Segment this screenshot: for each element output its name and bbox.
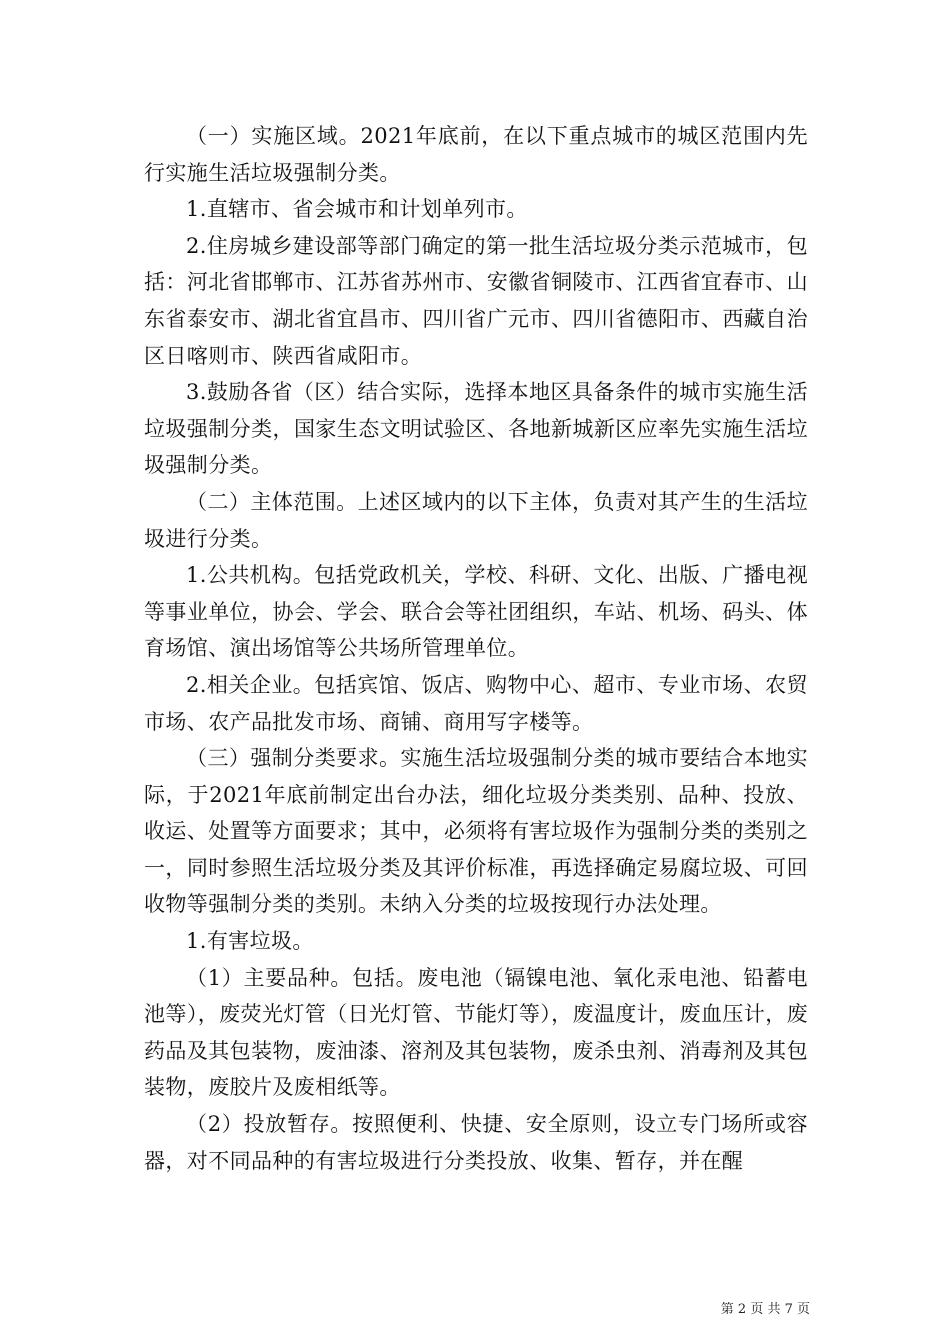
paragraph-item-2-1: 1.公共机构。包括党政机关，学校、科研、文化、出版、广播电视等事业单位，协会、学会、联合会等社团组织，车站、机场、码头、体育场馆、演出场馆等公共场所管理单位。: [144, 563, 808, 661]
document-body: [144, 118, 808, 1179]
paragraph-item-2-2: 2.相关企业。包括宾馆、饭店、购物中心、超市、专业市场、农贸市场、农产品批发市场、商铺、商用写字楼等。: [144, 672, 808, 734]
paragraph-item-3-1-2: （2）投放暂存。按照便利、快捷、安全原则，设立专门场所或容器，对不同品种的有害垃圾进行分类投放、收集、暂存，并在醒: [144, 1112, 808, 1173]
paragraph-item-3-1-1: （1）主要品种。包括。废电池（镉镍电池、氧化汞电池、铅蓄电池等），废荧光灯管（日光灯管、节能灯等），废温度计，废血压计，废药品及其包装物，废油漆、溶剂及其包装物，废杀虫剂、消毒剂及其包装物，废胶片及废相纸等。: [144, 965, 808, 1100]
paragraph-item-1-2: 2.住房城乡建设部等部门确定的第一批生活垃圾分类示范城市，包括：河北省邯郸市、江苏省苏州市、安徽省铜陵市、江西省宜春市、山东省泰安市、湖北省宜昌市、四川省广元市、四川省德阳市、西藏自治区日喀则市、陕西省咸阳市。: [144, 233, 808, 368]
paragraph-item-1-3: 3.鼓励各省（区）结合实际，选择本地区具备条件的城市实施生活垃圾强制分类，国家生态文明试验区、各地新城新区应率先实施生活垃圾强制分类。: [144, 380, 808, 478]
paragraph-item-3-1: 1.有害垃圾。: [186, 929, 314, 954]
page-number-footer: 第 2 页 共 7 页: [720, 1302, 810, 1317]
paragraph-item-1-1: 1.直辖市、省会城市和计划单列市。: [186, 197, 528, 222]
paragraph-section-1-scope: （一）实施区域。2021年底前，在以下重点城市的城区范围内先行实施生活垃圾强制分类。: [144, 124, 808, 185]
paragraph-section-2-subjects: （二）主体范围。上述区域内的以下主体，负责对其产生的生活垃圾进行分类。: [144, 489, 808, 551]
paragraph-section-3-requirements: （三）强制分类要求。实施生活垃圾强制分类的城市要结合本地实际，于2021年底前制定出台办法，细化垃圾分类类别、品种、投放、收运、处置等方面要求；其中，必须将有害垃圾作为强制分类的类别之一，同时参照生活垃圾分类及其评价标准，再选择确定易腐垃圾、可回收物等强制分类的类别。未纳入分类的垃圾按现行办法处理。: [144, 746, 808, 917]
